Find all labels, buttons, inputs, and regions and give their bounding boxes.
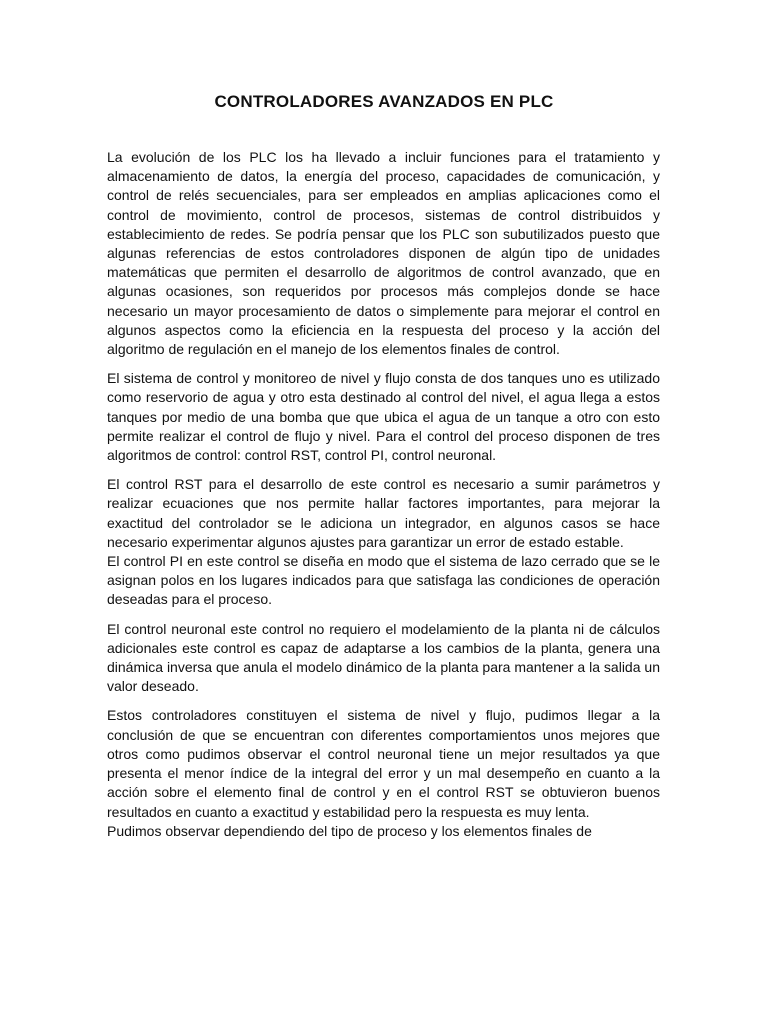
- paragraph-intro: La evolución de los PLC los ha llevado a incluir funciones para el tratamiento y almacenamiento de datos, la energía del proceso, capacidades de comunicación, y control de relés secuenciales, para ser empleados en amplias aplicaciones como el control de movimiento, control de procesos, sistemas de control distribuidos y establecimiento de redes. Se podría pensar que los PLC son subutilizados puesto que algunas referencias de estos controladores disponen de algún tipo de unidades matemáticas que permiten el desarrollo de algoritmos de control avanzado, que en algunas ocasiones, son requeridos por procesos más complejos donde se hace necesario un mayor procesamiento de datos o simplemente para mejorar el control en algunos aspectos como la eficiencia en la respuesta del proceso y la acción del algoritmo de regulación en el manejo de los elementos finales de control.: [107, 149, 660, 358]
- paragraph-system: El sistema de control y monitoreo de nivel y flujo consta de dos tanques uno es utilizado como reservorio de agua y otro esta destinado al control del nivel, el agua llega a estos tanques por medio de una bomba que que ubica el agua de un tanque a otro con esto permite realizar el control de flujo y nivel. Para el control del proceso disponen de tres algoritmos de control: control RST, control PI, control neuronal.: [107, 370, 660, 464]
- paragraph-neuronal: El control neuronal este control no requiero el modelamiento de la planta ni de cálculos adicionales este control es capaz de adaptarse a los cambios de la planta, genera una dinámica inversa que anula el modelo dinámico de la planta para mantener a la salida un valor deseado.: [107, 620, 660, 695]
- paragraph-pi: El control PI en este control se diseña en modo que el sistema de lazo cerrado que se le asignan polos en los lugares indicados para que satisfaga las condiciones de operación deseadas para el proceso.: [107, 553, 660, 608]
- paragraph-conclusion: Estos controladores constituyen el sistema de nivel y flujo, pudimos llegar a la conclusión de que se encuentran con diferentes comportamientos unos mejores que otros como pudimos observar el control neuronal tiene un mejor resultados ya que presenta el menor índice de la integral del error y un mal desempeño en cuanto a la acción sobre el elemento final de control y en el control RST se obtuvieron buenos resultados en cuanto a exactitud y estabilidad pero la respuesta es muy lenta.: [107, 707, 660, 820]
- paragraph-final: Pudimos observar dependiendo del tipo de proceso y los elementos finales de: [107, 822, 592, 839]
- document-title: CONTROLADORES AVANZADOS EN PLC: [214, 92, 554, 111]
- document-body: [107, 148, 660, 851]
- paragraph-rst: El control RST para el desarrollo de este control es necesario a sumir parámetros y realizar ecuaciones que nos permite hallar factores importantes, para mejorar la exactitud del controlador se le adiciona un integrador, en algunos casos se hace necesario experimentar algunos ajustes para garantizar un error de estado estable.: [107, 476, 660, 550]
